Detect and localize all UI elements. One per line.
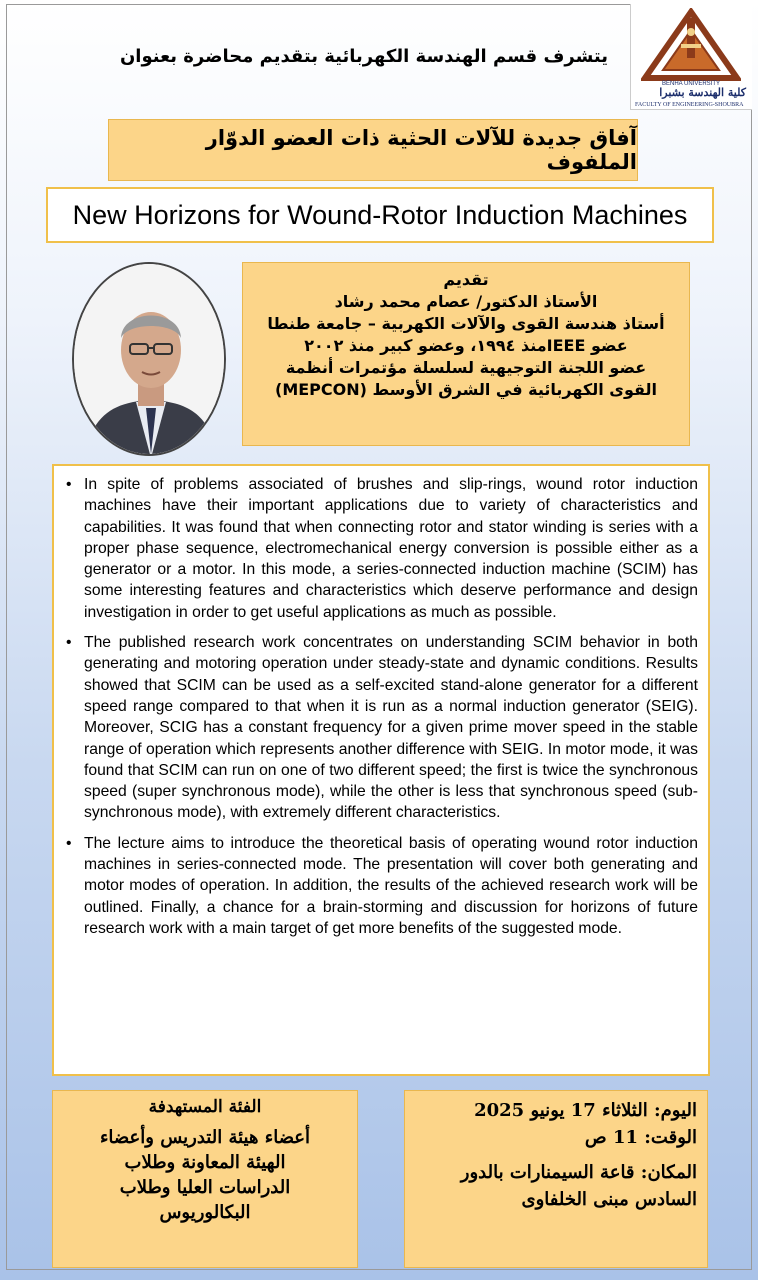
presenter-portrait-icon (74, 264, 226, 456)
audience-line: الدراسات العليا وطلاب (119, 1177, 291, 1198)
department-announcement: يتشرف قسم الهندسة الكهربائية بتقديم محاضرة بعنوان (119, 46, 608, 67)
faculty-logo (630, 4, 752, 110)
event-place-line2: السادس مبنى الخلفاوى (521, 1189, 697, 1210)
faculty-emblem-icon (641, 8, 741, 88)
event-place-line1: المكان: قاعة السيمنارات بالدور (460, 1162, 697, 1183)
presenter-membership: عضو IEEEمنذ ١٩٩٤، وعضو كبير منذ ٢٠٠٢ (304, 336, 628, 355)
event-details (404, 1090, 708, 1268)
university-name: BENHA UNIVERSITY (661, 81, 721, 87)
faculty-name-arabic: كلية الهندسة بشبرا (659, 86, 746, 99)
lecture-abstract (52, 464, 710, 1076)
abstract-point: • The published research work concentrates on understanding SCIM behavior in both generating and motoring operation under steady-state and dynamic conditions. Results showed that SCIM can be used as a self-excited stand-alone generator for a different speed range compared to that when it is run as a normal induction generator (SEIG). Moreover, SCIG has a constant frequency for a given prime mover speed in the stable range of operation which represents another difference with SEIG. In motor mode, it was found that SCIM can run on one of two different speed; the first is twice the synchronous speed (super synchronous mode), while the other is less that synchronous speed (sub-synchronous mode), with extremely different characteristics. (64, 632, 698, 824)
abstract-point: • The lecture aims to introduce the theoretical basis of operating wound rotor induction machines in series-connected mode. The presentation will cover both generating and motor modes of operation. In addition, the results of the achieved research work will be outlined. Finally, a chance for a brain-storming and discussion for horizons of future research work with a main target of get more benefits of the suggested mode. (64, 833, 698, 939)
presenter-photo (72, 262, 226, 456)
presenter-committee-line2: القوى الكهربائية في الشرق الأوسط (MEPCON) (275, 380, 657, 399)
lecture-title-english: New Horizons for Wound-Rotor Induction Machines (46, 187, 714, 243)
presenter-committee-line1: عضو اللجنة التوجيهية لسلسلة مؤتمرات أنظمة (285, 358, 647, 377)
target-audience (52, 1090, 358, 1268)
presenter-intro: تقديم (443, 270, 489, 289)
faculty-name-english: FACULTY OF ENGINEERING-SHOUBRA (635, 102, 744, 108)
audience-heading: الفئة المستهدفة (148, 1097, 262, 1117)
presenter-name: الأستاذ الدكتور/ عصام محمد رشاد (334, 292, 598, 311)
audience-line: الهيئة المعاونة وطلاب (124, 1152, 286, 1173)
lecture-title-arabic: آفاق جديدة للآلات الحثية ذات العضو الدوّار الملفوف (108, 119, 638, 181)
audience-line: البكالوريوس (159, 1202, 251, 1223)
audience-line: أعضاء هيئة التدريس وأعضاء (99, 1127, 311, 1148)
abstract-point: • In spite of problems associated of brushes and slip-rings, wound rotor induction machines have their important applications due to variety of characteristics and capabilities. It was found that when connecting rotor and stator winding is series with a proper phase sequence, electromechanical energy conversion is possible either as a generator or a motor. In this mode, a series-connected induction machine (SCIM) has some interesting features and characteristics which deserve performance and design investigation in order to get useful applications as much as possible. (64, 474, 698, 623)
event-time: الوقت: 11 ص (584, 1127, 697, 1148)
event-day: اليوم: الثلاثاء 17 يونيو 2025 (474, 1100, 697, 1121)
presenter-info (242, 262, 690, 446)
presenter-position: أستاذ هندسة القوى والآلات الكهربية – جامعة طنطا (267, 314, 665, 333)
